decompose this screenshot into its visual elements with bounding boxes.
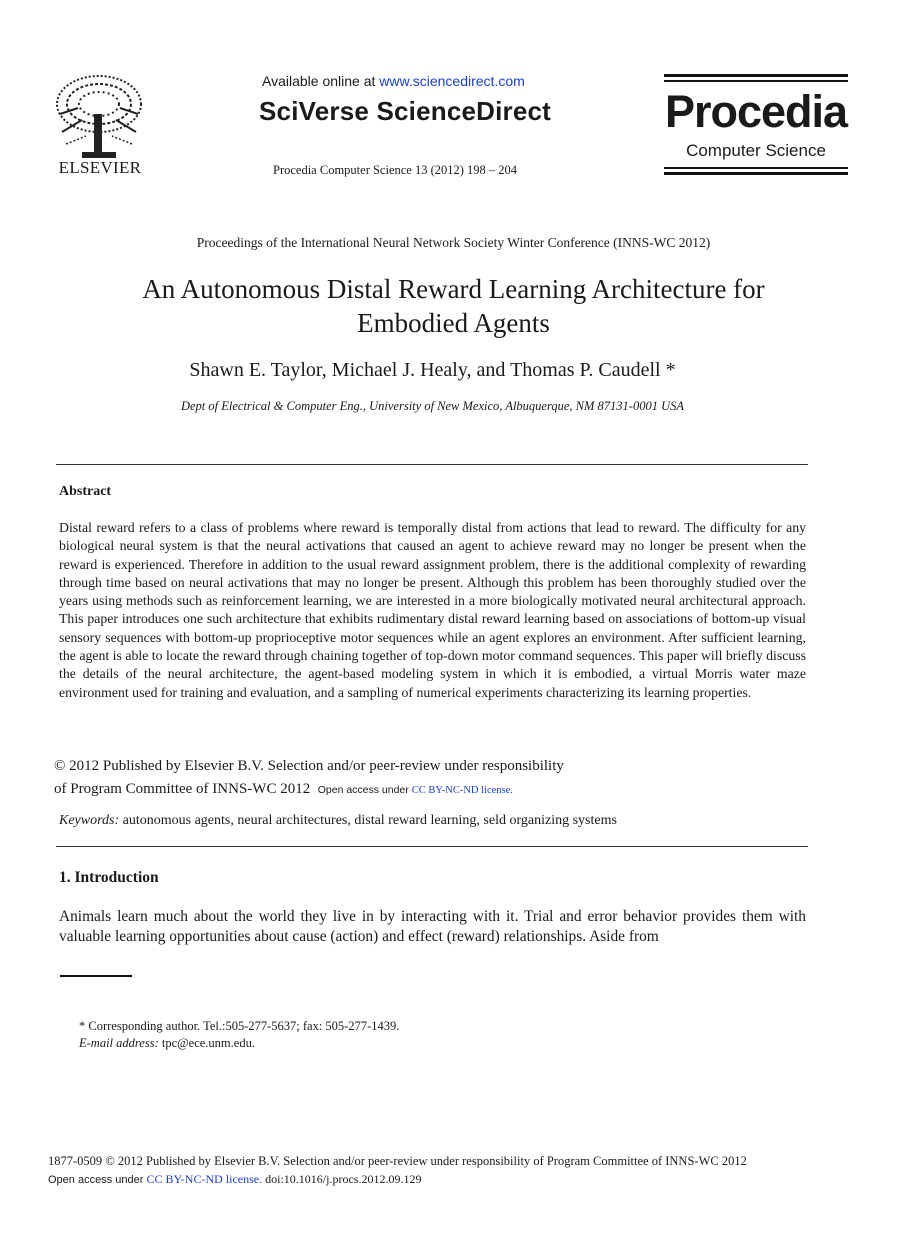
proceedings-line: Proceedings of the International Neural Network Society Winter Conference (INNS-WC 2012) bbox=[196, 235, 711, 250]
footnote-rule bbox=[60, 975, 132, 977]
paper-title-line2: Embodied Agents bbox=[357, 308, 550, 338]
email-address: tpc@ece.unm.edu. bbox=[158, 1036, 255, 1050]
procedia-subtitle: Computer Science bbox=[686, 141, 826, 160]
keywords-text: autonomous agents, neural architectures, distal reward learning, seld organizing systems bbox=[119, 813, 617, 828]
email-footnote bbox=[79, 1036, 255, 1051]
authors: Shawn E. Taylor, Michael J. Healy, and Thomas P. Caudell * bbox=[189, 359, 676, 381]
copyright-line2-text: of Program Committee of INNS-WC 2012 bbox=[54, 781, 311, 797]
paper-title-line1: An Autonomous Distal Reward Learning Architecture for bbox=[142, 274, 765, 304]
divider-bottom bbox=[56, 846, 808, 847]
procedia-rule-top2 bbox=[664, 80, 848, 82]
section-heading-introduction: 1. Introduction bbox=[59, 869, 159, 886]
license-link[interactable]: CC BY-NC-ND license. bbox=[411, 785, 513, 796]
procedia-title: Procedia bbox=[664, 86, 848, 137]
elsevier-wordmark: ELSEVIER bbox=[58, 158, 142, 177]
sciencedirect-link[interactable]: www.sciencedirect.com bbox=[379, 73, 525, 89]
procedia-rule-bottom bbox=[664, 167, 848, 169]
email-label: E-mail address: bbox=[79, 1036, 159, 1050]
available-online bbox=[262, 73, 525, 89]
paper-title bbox=[60, 272, 847, 340]
divider-top bbox=[56, 464, 808, 465]
footer-license-doi bbox=[48, 1172, 421, 1187]
affiliation: Dept of Electrical & Computer Eng., University of New Mexico, Albuquerque, NM 87131-0001 USA bbox=[180, 399, 685, 413]
keywords-label: Keywords: bbox=[59, 813, 120, 828]
sciverse-logo: SciVerse ScienceDirect bbox=[259, 96, 552, 126]
doi: doi:10.1016/j.procs.2012.09.129 bbox=[262, 1172, 422, 1186]
open-access-label: Open access under bbox=[317, 784, 412, 796]
abstract-body: Distal reward refers to a class of problems where reward is temporally distal from actions that lead to reward. The difficulty for any biological neural system is that the neural activations that caused an agent to achieve reward may no longer be present when the reward is experienced. Therefore in addition to the usual reward assignment problem, there is the additional complexity of rewarding through time based on neural activations that may no longer be present. Although this problem has been thoroughly studied over the years using methods such as reinforcement learning, we are interested in a more biologically motivated neural architectural approach. This paper introduces one such architecture that exhibits rudimentary distal reward learning based on associations of bottom-up visual sensory sequences with bottom-up proprioceptive motor sequences while an agent explores an environment. After sufficient learning, the agent is able to locate the reward through chaining together of top-down motor command sequences. This paper will briefly discuss the details of the neural architecture, the agent-based modeling system in which it is embodied, a virtual Morris water maze environment used for training and evaluation, and a sampling of numerical experiments characterizing its learning properties. bbox=[59, 520, 806, 700]
introduction-body: Animals learn much about the world they live in by interacting with it. Trial and error behavior provides them with valuable learning opportunities about cause (action) and effect (reward) relationships. Aside from bbox=[59, 908, 806, 945]
copyright-line2 bbox=[54, 778, 654, 802]
available-online-label: Available online at bbox=[262, 73, 380, 89]
corresponding-author-footnote: * Corresponding author. Tel.:505-277-5637; fax: 505-277-1439. bbox=[79, 1019, 400, 1033]
footer-open-access-label: Open access under bbox=[48, 1174, 147, 1186]
copyright-line1: © 2012 Published by Elsevier B.V. Selection and/or peer-review under responsibility bbox=[54, 758, 564, 774]
journal-reference: Procedia Computer Science 13 (2012) 198 – 204 bbox=[273, 163, 518, 177]
copyright-notice bbox=[54, 755, 654, 802]
footer-license-link[interactable]: CC BY-NC-ND license. bbox=[146, 1172, 263, 1186]
procedia-rule-bottom2 bbox=[664, 172, 848, 175]
procedia-rule-top bbox=[664, 74, 848, 77]
procedia-logo bbox=[664, 74, 848, 174]
keywords bbox=[59, 813, 617, 829]
issn-line: 1877-0509 © 2012 Published by Elsevier B.V. Selection and/or peer-review under responsibility of Program Committee of INNS-WC 2012 bbox=[48, 1154, 747, 1168]
abstract-heading: Abstract bbox=[59, 484, 112, 499]
